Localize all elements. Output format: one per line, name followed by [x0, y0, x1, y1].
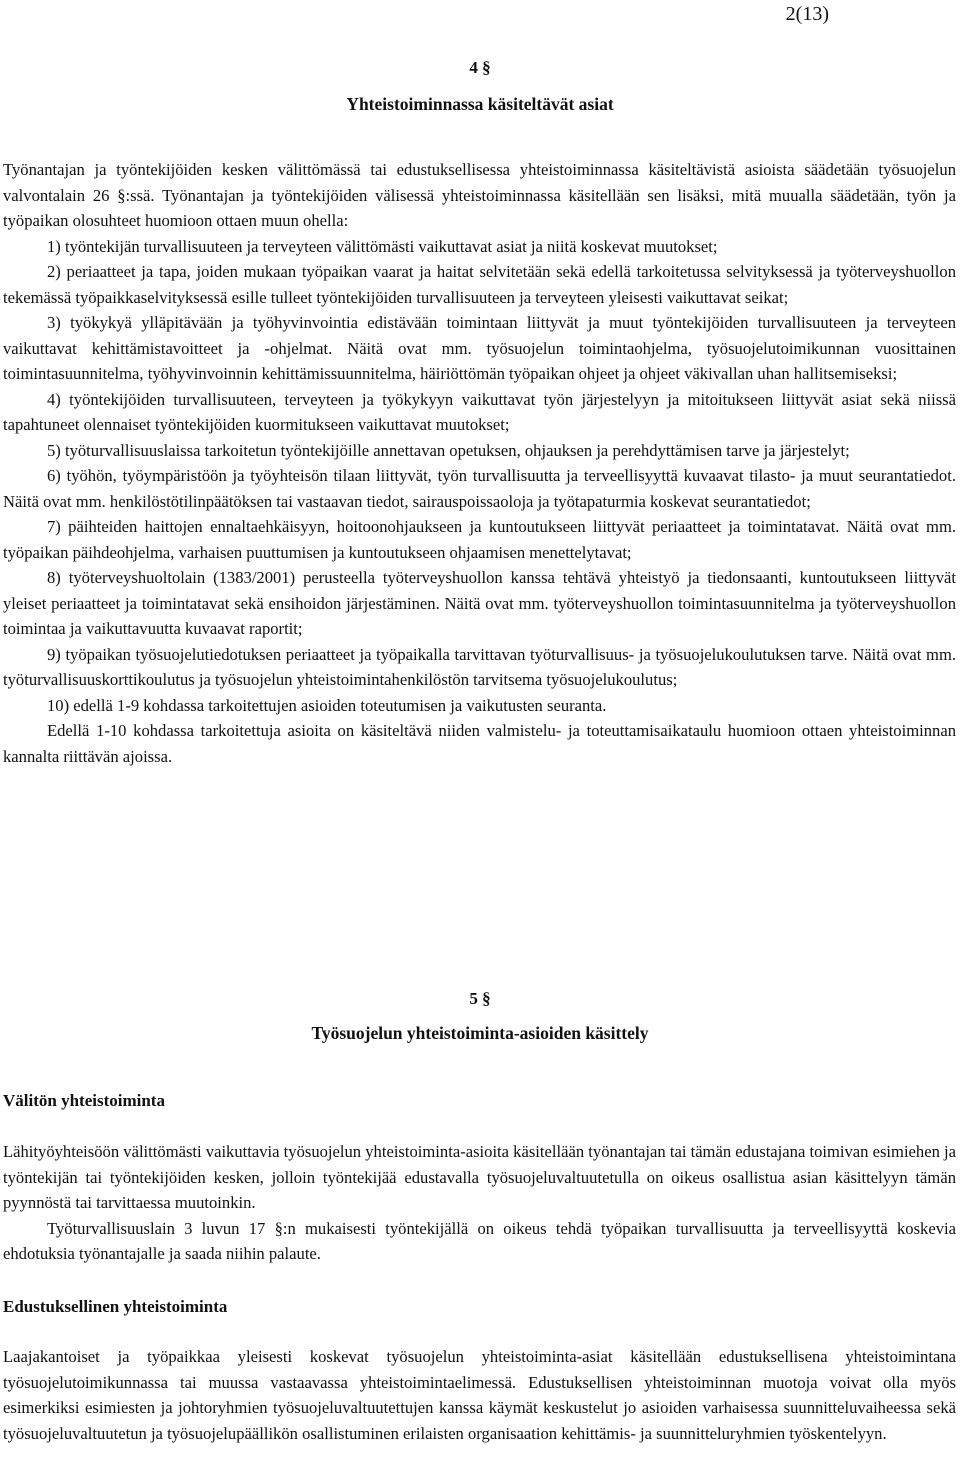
direct-cooperation-heading: Välitön yhteistoiminta [3, 1091, 165, 1110]
direct-cooperation-body [3, 1139, 956, 1267]
direct-cooperation-paragraph: Työturvallisuuslain 3 luvun 17 §:n mukaisesti työntekijällä on oikeus tehdä työpaikan turvallisuutta ja terveellisyyttä koskevia ehdotuksia työnantajalle ja saada niihin palaute. [3, 1218, 956, 1263]
list-item-9: 9) työpaikan työsuojelutiedotuksen periaatteet ja työpaikalla tarvittavan työturvallisuus- ja työsuojelukoulutuksen tarve. Näitä ovat mm. työturvallisuuskorttikoulutus ja työsuojelun yhteistoimintahenkilöstön tarvitsema työsuojelukoulutus; [3, 644, 956, 689]
list-item-5: 5) työturvallisuuslaissa tarkoitetun työntekijöille annettavan opetuksen, ohjauksen ja perehdyttämisen tarve ja järjestelyt; [47, 440, 850, 460]
section-4-closing: Edellä 1-10 kohdassa tarkoitettuja asioita on käsiteltävä niiden valmistelu- ja toteuttamisaikataulu huomioon ottaen yhteistoiminnan kannalta riittävän ajoissa. [3, 721, 956, 766]
section-4-number: 4 § [469, 58, 491, 77]
section-4-body [3, 157, 956, 769]
representative-cooperation-body [3, 1344, 956, 1446]
list-item-2: 2) periaatteet ja tapa, joiden mukaan työpaikan vaarat ja haitat selvitetään sekä edellä tarkoitetussa selvityksessä ja työterveyshuollon tekemässä työpaikkaselvityksessä esille tulleet työntekijöiden turvallisuuteen ja terveyteen yleisesti vaikuttavat seikat; [3, 262, 956, 307]
list-item-4: 4) työntekijöiden turvallisuuteen, terveyteen ja työkykyyn vaikuttavat työn järjestelyyn ja mitoitukseen liittyvät asiat sekä niissä tapahtuneet olennaiset työntekijöiden kuormitukseen vaikuttavat muutokset; [3, 389, 956, 434]
section-4-intro: Työnantajan ja työntekijöiden kesken välittömässä tai edustuksellisessa yhteistoiminnassa käsiteltävistä asioista säädetään työsuojelun valvontalain 26 §:ssä. Työnantajan ja työntekijöiden välisessä yhteistoiminnassa käsitellään sen lisäksi, mitä muualla säädetään, työn ja työpaikan olosuhteet huomioon ottaen muun ohella: [3, 160, 956, 230]
page-number: 2(13) [785, 3, 829, 25]
section-5-title: Työsuojelun yhteistoiminta-asioiden käsittely [311, 1023, 649, 1043]
direct-cooperation-paragraph: Lähityöyhteisöön välittömästi vaikuttavia työsuojelun yhteistoiminta-asioita käsitellään työnantajan tai tämän edustajana toimivan esimiehen ja työntekijän tai työntekijöiden kesken, jolloin työntekijää edustavalla työsuojeluvaltuutetulla on oikeus osallistua asian käsittelyyn tämän pyynnöstä tai tarvittaessa muutoinkin. [3, 1142, 956, 1212]
list-item-6: 6) työhön, työympäristöön ja työyhteisön tilaan liittyvät, työn turvallisuutta ja terveellisyyttä kuvaavat tilasto- ja muut seurantatiedot. Näitä ovat mm. henkilöstötilinpäätöksen tai vastaavan tiedot, sairauspoissaoloja ja työtapaturmia koskevat seurantatiedot; [3, 466, 956, 511]
section-4-title: Yhteistoiminnassa käsiteltävät asiat [346, 94, 614, 114]
list-item-1: 1) työntekijän turvallisuuteen ja terveyteen välittömästi vaikuttavat asiat ja niitä koskevat muutokset; [47, 236, 718, 256]
list-item-8: 8) työterveyshuoltolain (1383/2001) perusteella työterveyshuollon kanssa tehtävä yhteistyö ja tiedonsaanti, kuntoutukseen liittyvät yleiset periaatteet ja toimintatavat sekä ensihoidon järjestäminen. Näitä ovat mm. työterveyshuollon toimintasuunnitelma ja työterveyshuollon toimintaa ja vaikuttavuutta kuvaavat raportit; [3, 568, 956, 638]
representative-cooperation-heading: Edustuksellinen yhteistoiminta [3, 1297, 228, 1316]
list-item-10: 10) edellä 1-9 kohdassa tarkoitettujen asioiden toteutumisen ja vaikutusten seuranta. [47, 695, 607, 715]
section-5-number: 5 § [469, 989, 491, 1008]
representative-cooperation-paragraph: Laajakantoiset ja työpaikkaa yleisesti koskevat työsuojelun yhteistoiminta-asiat käsitellään edustuksellisena yhteistoimintana työsuojelutoimikunnassa tai muussa vastaavassa yhteistoimintaelimessä. Edustuksellisen yhteistoiminnan muotoja voivat olla myös esimerkiksi esimiesten ja johtoryhmien työsuojeluvaltuutettujen kanssa käymät keskustelut jo asioiden varhaisessa suunnitteluvaiheessa sekä työsuojeluvaltuutetun ja työsuojelupäällikön osallistuminen erilaisten organisaation kehittämis- ja suunnitteluryhmien työskentelyyn. [3, 1347, 956, 1443]
list-item-3: 3) työkykyä ylläpitävään ja työhyvinvointia edistävään toimintaan liittyvät ja muut työntekijöiden turvallisuuteen ja terveyteen vaikuttavat kehittämistavoitteet ja -ohjelmat. Näitä ovat mm. työsuojelun toimintaohjelma, työsuojelutoimikunnan vuosittainen toimintasuunnitelma, työhyvinvoinnin kehittämissuunnitelma, häiriöttömän työpaikan ohjeet ja ohjeet väkivallan uhan hallitsemiseksi; [3, 313, 956, 383]
list-item-7: 7) päihteiden haittojen ennaltaehkäisyyn, hoitoonohjaukseen ja kuntoutukseen liittyvät periaatteet ja toimintatavat. Näitä ovat mm. työpaikan päihdeohjelma, varhaisen puuttumisen ja kuntoutukseen ohjaamisen menettelytavat; [3, 517, 956, 562]
